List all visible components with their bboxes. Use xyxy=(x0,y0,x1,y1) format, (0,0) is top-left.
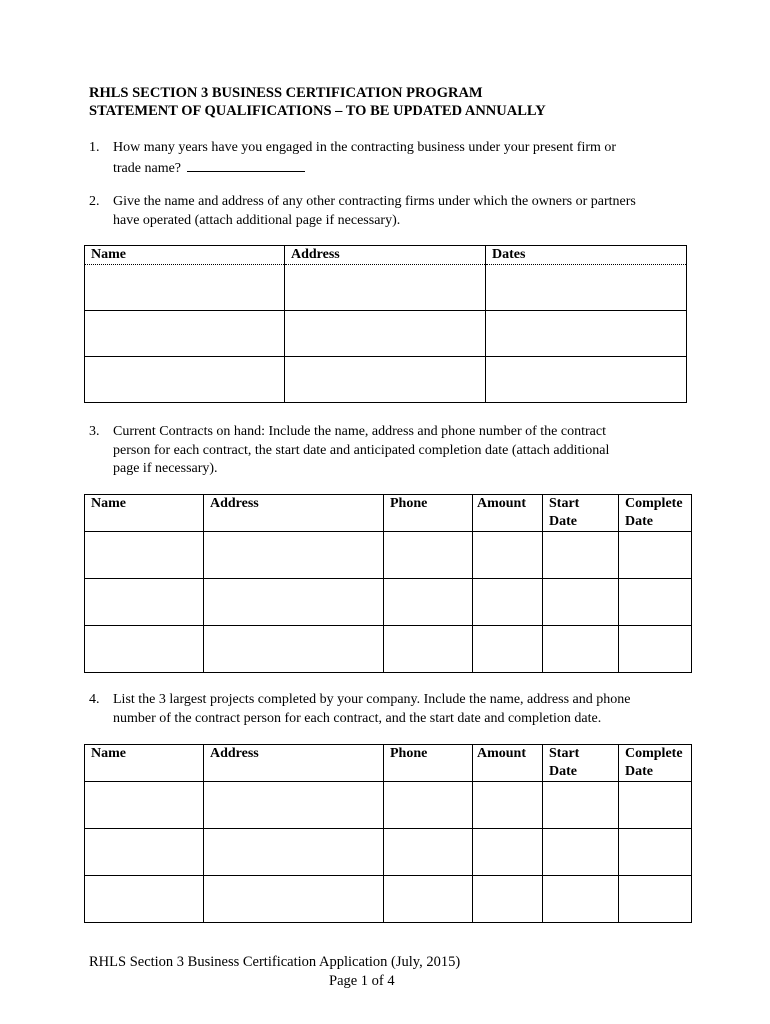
footer-document-title: RHLS Section 3 Business Certification Application (July, 2015) xyxy=(89,954,461,970)
cell-amount[interactable] xyxy=(473,876,543,923)
cell-address[interactable] xyxy=(204,782,384,829)
question-3-line-1: Current Contracts on hand: Include the name, address and phone number of the contract xyxy=(113,424,606,439)
cell-amount[interactable] xyxy=(473,626,543,673)
header-name: Name xyxy=(85,745,204,782)
cell-phone[interactable] xyxy=(384,532,473,579)
header-complete-line-2: Date xyxy=(625,514,653,529)
header-phone: Phone xyxy=(384,495,473,532)
table-header-row xyxy=(85,495,692,532)
question-number: 1. xyxy=(89,140,100,155)
header-start-line-2: Date xyxy=(549,514,577,529)
cell-name[interactable] xyxy=(85,357,285,403)
header-amount xyxy=(473,745,543,782)
page-number: Page 1 of 4 xyxy=(329,973,395,989)
question-3-line-2: person for each contract, the start date and anticipated completion date (attach additional xyxy=(113,442,610,458)
cell-start-date[interactable] xyxy=(543,532,619,579)
years-answer-field[interactable] xyxy=(187,158,305,172)
cell-complete-date[interactable] xyxy=(619,829,692,876)
question-number: 4. xyxy=(89,692,100,707)
header-amount-label: Amount xyxy=(477,746,527,761)
cell-address[interactable] xyxy=(204,626,384,673)
question-4-line-1: List the 3 largest projects completed by your company. Include the name, address and phone xyxy=(113,692,631,707)
cell-complete-date[interactable] xyxy=(619,876,692,923)
cell-name[interactable] xyxy=(85,265,285,311)
cell-amount[interactable] xyxy=(473,579,543,626)
header-start-line-2: Date xyxy=(549,764,577,779)
header-start-line-1: Start xyxy=(549,496,580,511)
cell-amount[interactable] xyxy=(473,829,543,876)
cell-amount[interactable] xyxy=(473,532,543,579)
header-address: Address xyxy=(285,246,486,265)
cell-phone[interactable] xyxy=(384,782,473,829)
header-start-date xyxy=(543,745,619,782)
header-complete-line-2: Date xyxy=(625,764,653,779)
table-row xyxy=(85,265,687,311)
cell-name[interactable] xyxy=(85,532,204,579)
cell-name[interactable] xyxy=(85,311,285,357)
header-complete-date xyxy=(619,495,692,532)
table-row xyxy=(85,829,692,876)
cell-phone[interactable] xyxy=(384,626,473,673)
question-2-line-2: have operated (attach additional page if necessary). xyxy=(113,212,401,228)
question-3-line-3: page if necessary). xyxy=(113,461,218,476)
table-row xyxy=(85,579,692,626)
cell-address[interactable] xyxy=(204,829,384,876)
cell-name[interactable] xyxy=(85,829,204,876)
header-dates: Dates xyxy=(486,246,687,265)
header-complete-date xyxy=(619,745,692,782)
current-contracts-table xyxy=(84,494,692,673)
cell-name[interactable] xyxy=(85,782,204,829)
cell-start-date[interactable] xyxy=(543,579,619,626)
cell-phone[interactable] xyxy=(384,829,473,876)
cell-address[interactable] xyxy=(285,357,486,403)
cell-phone[interactable] xyxy=(384,876,473,923)
table-row xyxy=(85,782,692,829)
header-amount-label: Amount xyxy=(477,496,527,511)
cell-dates[interactable] xyxy=(486,357,687,403)
cell-address[interactable] xyxy=(204,532,384,579)
cell-address[interactable] xyxy=(204,579,384,626)
cell-name[interactable] xyxy=(85,876,204,923)
cell-complete-date[interactable] xyxy=(619,532,692,579)
cell-address[interactable] xyxy=(285,265,486,311)
cell-start-date[interactable] xyxy=(543,876,619,923)
cell-amount[interactable] xyxy=(473,782,543,829)
table-row xyxy=(85,626,692,673)
table-row xyxy=(85,311,687,357)
header-address: Address xyxy=(204,495,384,532)
table-header-row xyxy=(85,246,687,265)
cell-start-date[interactable] xyxy=(543,782,619,829)
header-complete-line-1: Complete xyxy=(625,496,683,511)
cell-address[interactable] xyxy=(204,876,384,923)
question-4-line-2: number of the contract person for each contract, and the start date and completion date. xyxy=(113,710,602,726)
table-row xyxy=(85,532,692,579)
header-complete-line-1: Complete xyxy=(625,746,683,761)
question-number: 3. xyxy=(89,424,100,439)
question-2-line-1: Give the name and address of any other contracting firms under which the owners or partners xyxy=(113,194,636,209)
question-1-line-2: trade name? xyxy=(113,160,182,176)
form-title xyxy=(89,84,546,120)
header-address: Address xyxy=(204,745,384,782)
cell-complete-date[interactable] xyxy=(619,782,692,829)
title-line-1: RHLS SECTION 3 BUSINESS CERTIFICATION PROGRAM xyxy=(89,85,483,101)
largest-projects-table xyxy=(84,744,692,923)
header-name: Name xyxy=(85,246,285,265)
cell-complete-date[interactable] xyxy=(619,579,692,626)
other-firms-table xyxy=(84,245,687,403)
cell-complete-date[interactable] xyxy=(619,626,692,673)
page-footer xyxy=(89,953,461,989)
question-1-line-1: How many years have you engaged in the contracting business under your present firm or xyxy=(113,140,617,155)
cell-address[interactable] xyxy=(285,311,486,357)
cell-phone[interactable] xyxy=(384,579,473,626)
header-amount xyxy=(473,495,543,532)
table-header-row xyxy=(85,745,692,782)
cell-dates[interactable] xyxy=(486,265,687,311)
cell-name[interactable] xyxy=(85,626,204,673)
header-start-date xyxy=(543,495,619,532)
header-phone: Phone xyxy=(384,745,473,782)
header-name: Name xyxy=(85,495,204,532)
cell-start-date[interactable] xyxy=(543,626,619,673)
table-row xyxy=(85,357,687,403)
header-start-line-1: Start xyxy=(549,746,580,761)
cell-start-date[interactable] xyxy=(543,829,619,876)
table-row xyxy=(85,876,692,923)
cell-name[interactable] xyxy=(85,579,204,626)
cell-dates[interactable] xyxy=(486,311,687,357)
question-number: 2. xyxy=(89,194,100,209)
title-line-2: STATEMENT OF QUALIFICATIONS – TO BE UPDATED ANNUALLY xyxy=(89,103,546,119)
